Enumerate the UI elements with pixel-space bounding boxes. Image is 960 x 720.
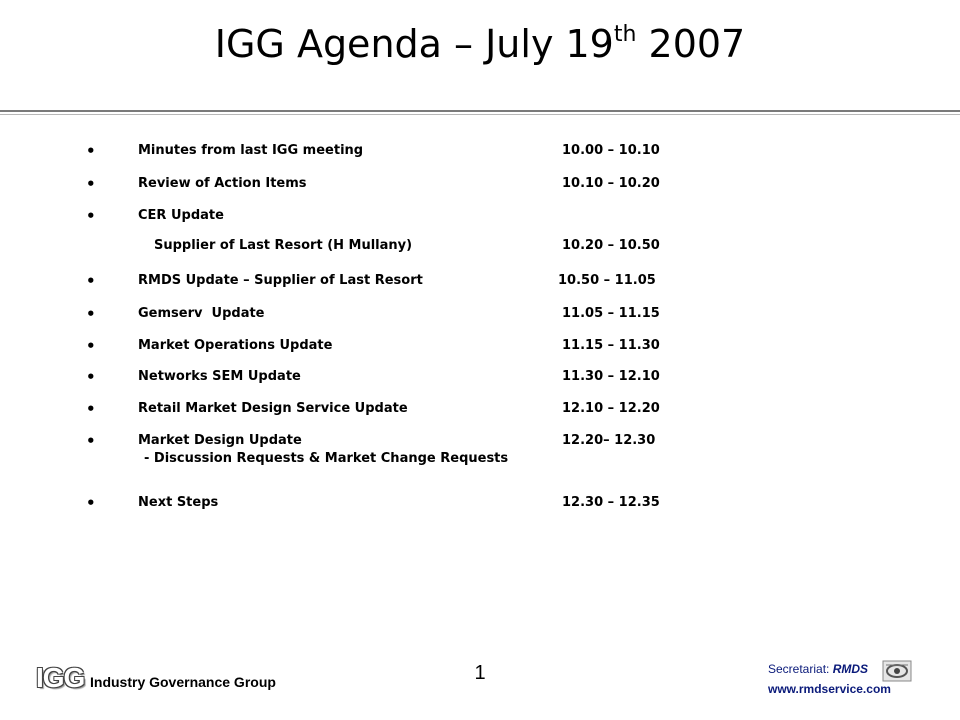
agenda-item-label: Market Design Update	[138, 433, 302, 448]
agenda-item-time: 12.20– 12.30	[562, 433, 656, 448]
title-divider-thin	[0, 114, 960, 115]
agenda-item	[0, 369, 960, 387]
agenda-item-label: Review of Action Items	[138, 176, 307, 191]
agenda-item	[0, 495, 960, 513]
bullet: •	[86, 432, 96, 450]
bullet: •	[86, 337, 96, 355]
agenda-item	[0, 401, 960, 419]
agenda-item-label: Gemserv Update	[138, 306, 265, 321]
website-link[interactable]: www.rmdservice.com	[768, 682, 891, 696]
bullet: •	[86, 142, 96, 160]
agenda-item-label: Next Steps	[138, 495, 219, 510]
agenda-item-time: 10.50 – 11.05	[558, 273, 656, 288]
agenda-item-time: 12.30 – 12.35	[562, 495, 660, 510]
agenda-item-label: CER Update	[138, 208, 224, 223]
bullet: •	[86, 305, 96, 323]
agenda-item	[0, 208, 960, 226]
rmds-logo-icon	[882, 660, 912, 682]
agenda-item	[0, 176, 960, 194]
agenda-item-sublabel: - Discussion Requests & Market Change Requests	[144, 451, 509, 466]
title-year: 2007	[636, 22, 746, 66]
bullet: •	[86, 272, 96, 290]
agenda-item-label: Networks SEM Update	[138, 369, 301, 384]
agenda-item-label: Retail Market Design Service Update	[138, 401, 408, 416]
agenda-item-label: Supplier of Last Resort (H Mullany)	[154, 238, 413, 253]
title-superscript: th	[613, 22, 637, 47]
bullet: •	[86, 400, 96, 418]
bullet: •	[86, 494, 96, 512]
agenda-item-time: 11.30 – 12.10	[562, 369, 660, 384]
agenda-item-time: 10.10 – 10.20	[562, 176, 660, 191]
agenda-item-label: Market Operations Update	[138, 338, 333, 353]
agenda-item-time: 10.00 – 10.10	[562, 143, 660, 158]
igg-logo: IGG	[36, 662, 85, 693]
organization-name: Industry Governance Group	[90, 674, 276, 690]
agenda-item-label: RMDS Update – Supplier of Last Resort	[138, 273, 423, 288]
agenda-item	[0, 432, 960, 466]
secretariat-label	[768, 662, 868, 676]
slide-title	[0, 22, 960, 66]
agenda-item-time: 12.10 – 12.20	[562, 401, 660, 416]
secretariat-prefix: Secretariat:	[768, 662, 833, 676]
agenda-item-time: 10.20 – 10.50	[562, 238, 660, 253]
bullet: •	[86, 368, 96, 386]
page-number: 1	[474, 662, 486, 684]
agenda-item-label: Minutes from last IGG meeting	[138, 143, 364, 158]
title-main: IGG Agenda – July 19	[214, 22, 614, 66]
bullet: •	[86, 207, 96, 225]
secretariat-name: RMDS	[832, 662, 869, 676]
agenda-item	[0, 143, 960, 161]
agenda-item	[0, 273, 960, 291]
title-divider	[0, 110, 960, 112]
agenda-item-time: 11.05 – 11.15	[562, 306, 660, 321]
bullet: •	[86, 175, 96, 193]
agenda-item	[0, 338, 960, 356]
agenda-item	[0, 306, 960, 324]
agenda-subitem	[0, 238, 960, 256]
agenda-item-time: 11.15 – 11.30	[562, 338, 660, 353]
